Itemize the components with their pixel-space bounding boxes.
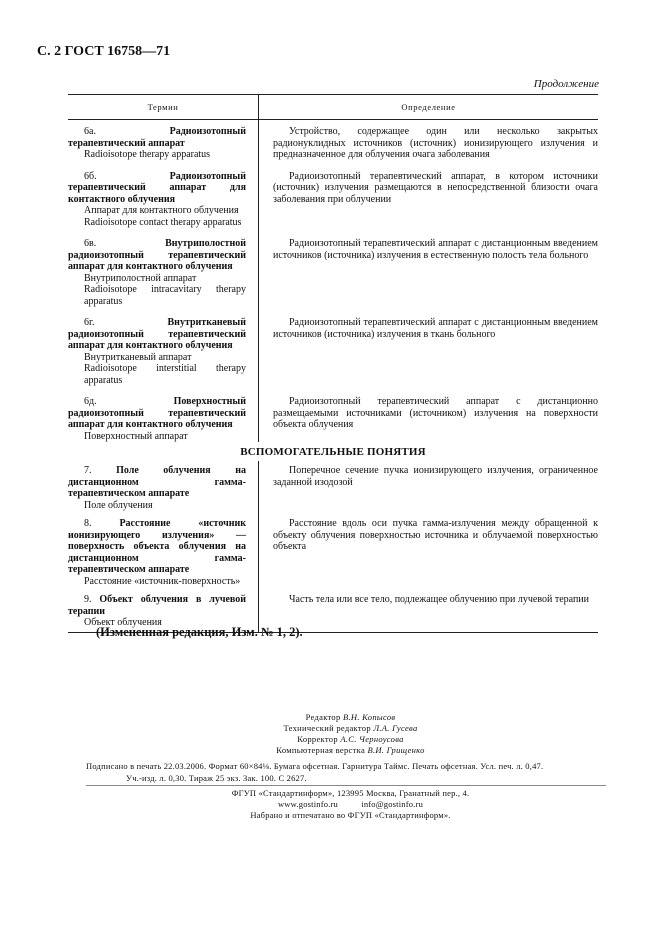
term-name: Поле облучения на дистанционном гамма-терапевтическом аппарате: [68, 465, 246, 499]
publishing-info: [86, 760, 606, 784]
term-synonym: Поле облучения: [84, 499, 153, 511]
term-number: 6д.: [84, 396, 97, 407]
term-title: [68, 126, 246, 149]
continuation-label: Продолжение: [533, 78, 599, 90]
publishing-rule: [86, 785, 606, 786]
term-name: Радиоизотопный терапевтический аппарат для контактного облучения: [68, 170, 246, 205]
table-row: [68, 126, 598, 161]
credits-block: [0, 712, 661, 756]
term-name: Внутритканевый радиоизотопный терапевтический аппарат для контактного облучения: [68, 317, 246, 351]
definition-cell: Устройство, содержащее один или несколько закрытых радионуклидных источников (источник) ионизирующего излучения и предназначенное для облучения очага заболевания: [273, 126, 598, 160]
column-header-definition: Определение: [401, 102, 456, 112]
publishing-line-2: Уч.-изд. л. 0,30. Тираж 25 экз. Зак. 100. С 2627.: [126, 773, 307, 783]
term-number: 7.: [84, 465, 92, 476]
term-synonym: Поверхностный аппарат: [84, 430, 188, 442]
definition-cell: Радиоизотопный терапевтический аппарат с дистанционным введением источников (источника) излучения в естественную полость тела больного: [273, 238, 598, 261]
term-cell: [68, 238, 252, 307]
terms-table: [68, 94, 598, 632]
page-header: С. 2 ГОСТ 16758—71: [37, 44, 171, 59]
publisher-print-note: Набрано и отпечатано во ФГУП «Стандартинформ».: [250, 810, 451, 820]
table-row: [68, 317, 598, 386]
term-cell: [68, 518, 252, 587]
term-synonym: Radioisotope contact therapy apparatus: [84, 216, 242, 228]
definition-cell: Радиоизотопный терапевтический аппарат, в котором источники (источник) излучения размещаются в непосредственной близости очага заболевания при облучении: [273, 170, 598, 205]
term-name: Поверхностный радиоизотопный терапевтический аппарат для контактного облучения: [68, 396, 246, 430]
term-number: 6в.: [84, 238, 97, 249]
term-number: 8.: [84, 518, 92, 529]
table-row: [68, 396, 598, 442]
table-body: [68, 120, 598, 632]
definition-cell: Радиоизотопный терапевтический аппарат с дистанционным введением источников (источника) излучения в ткань больного: [273, 317, 598, 340]
term-title: [68, 317, 246, 352]
term-name: Радиоизотопный терапевтический аппарат: [68, 126, 246, 149]
term-number: 9.: [84, 594, 92, 605]
publisher-block: [0, 788, 661, 821]
section-title: ВСПОМОГАТЕЛЬНЫЕ ПОНЯТИЯ: [68, 442, 598, 461]
term-title: [68, 396, 246, 431]
term-name: Расстояние «источник ионизирующего излучения» — поверхность объекта облучения на дистанционном гамма-терапевтическом аппарате: [68, 518, 246, 575]
term-name: Объект облучения в лучевой терапии: [68, 594, 247, 617]
column-divider: [258, 120, 259, 632]
term-cell: [68, 126, 252, 161]
amendment-note: (Измененная редакция, Изм. № 1, 2).: [96, 625, 303, 639]
term-synonym: Radioisotope therapy apparatus: [84, 149, 211, 160]
definition-cell: Расстояние вдоль оси пучка гамма-излучения между обращенной к объекту облучения поверхностью источника и облучаемой поверхностью объекта: [273, 518, 598, 552]
term-synonym: Аппарат для контактного облучения: [84, 205, 239, 216]
term-name: Внутриполостной радиоизотопный терапевтический аппарат для контактного облучения: [68, 238, 246, 272]
term-title: [68, 238, 246, 273]
term-number: 6б.: [84, 170, 97, 182]
term-synonym: Внутриполостной аппарат: [84, 272, 197, 284]
term-title: [68, 171, 246, 206]
credit-editor: Редактор В.Н. Копысов: [305, 712, 396, 722]
term-cell: [68, 317, 252, 386]
term-title: [68, 594, 246, 617]
term-synonym: Внутритканевый аппарат: [84, 351, 192, 363]
credit-corrector: Корректор А.С. Черноусова: [297, 734, 404, 744]
definition-cell: Радиоизотопный терапевтический аппарат с дистанционно размещаемыми источниками (источником) излучения на поверхности объекта облучения: [273, 396, 598, 430]
term-synonym: Radioisotope interstitial therapy apparatus: [84, 363, 246, 386]
term-number: 6а.: [84, 126, 96, 137]
definition-cell: Поперечное сечение пучка ионизирующего излучения, ограниченное заданной изодозой: [273, 465, 598, 488]
credit-layout: Компьютерная верстка В.И. Грищенко: [276, 745, 425, 755]
credit-tech-editor: Технический редактор Л.А. Гусева: [283, 723, 418, 733]
publisher-address: ФГУП «Стандартинформ», 123995 Москва, Гранатный пер., 4.: [231, 788, 470, 798]
table-row: [68, 518, 598, 587]
term-cell: [68, 465, 252, 511]
term-title: [68, 465, 246, 500]
table-row: [68, 465, 598, 511]
table-row: [68, 171, 598, 229]
column-header-term: Термин: [68, 95, 259, 119]
term-title: [68, 518, 246, 576]
table-header: [68, 94, 598, 120]
table-row: [68, 594, 598, 629]
term-cell: [68, 396, 252, 442]
term-cell: [68, 594, 252, 629]
publishing-line-1: Подписано в печать 22.03.2006. Формат 60×84⅛. Бумага офсетная. Гарнитура Таймс. Печать офсетная. Усл. печ. л. 0,47.: [86, 761, 544, 771]
term-synonym: Расстояние «источник-поверхность»: [84, 575, 241, 587]
table-row: [68, 238, 598, 307]
term-number: 6г.: [84, 317, 95, 328]
term-cell: [68, 171, 252, 229]
term-synonym: Radioisotope intracavitary therapy apparatus: [84, 284, 246, 307]
definition-cell: Часть тела или все тело, подлежащее облучению при лучевой терапии: [289, 594, 590, 605]
term-synonym: Объект облучения: [84, 617, 162, 628]
publisher-contacts: www.gostinfo.ru info@gostinfo.ru: [277, 799, 424, 809]
